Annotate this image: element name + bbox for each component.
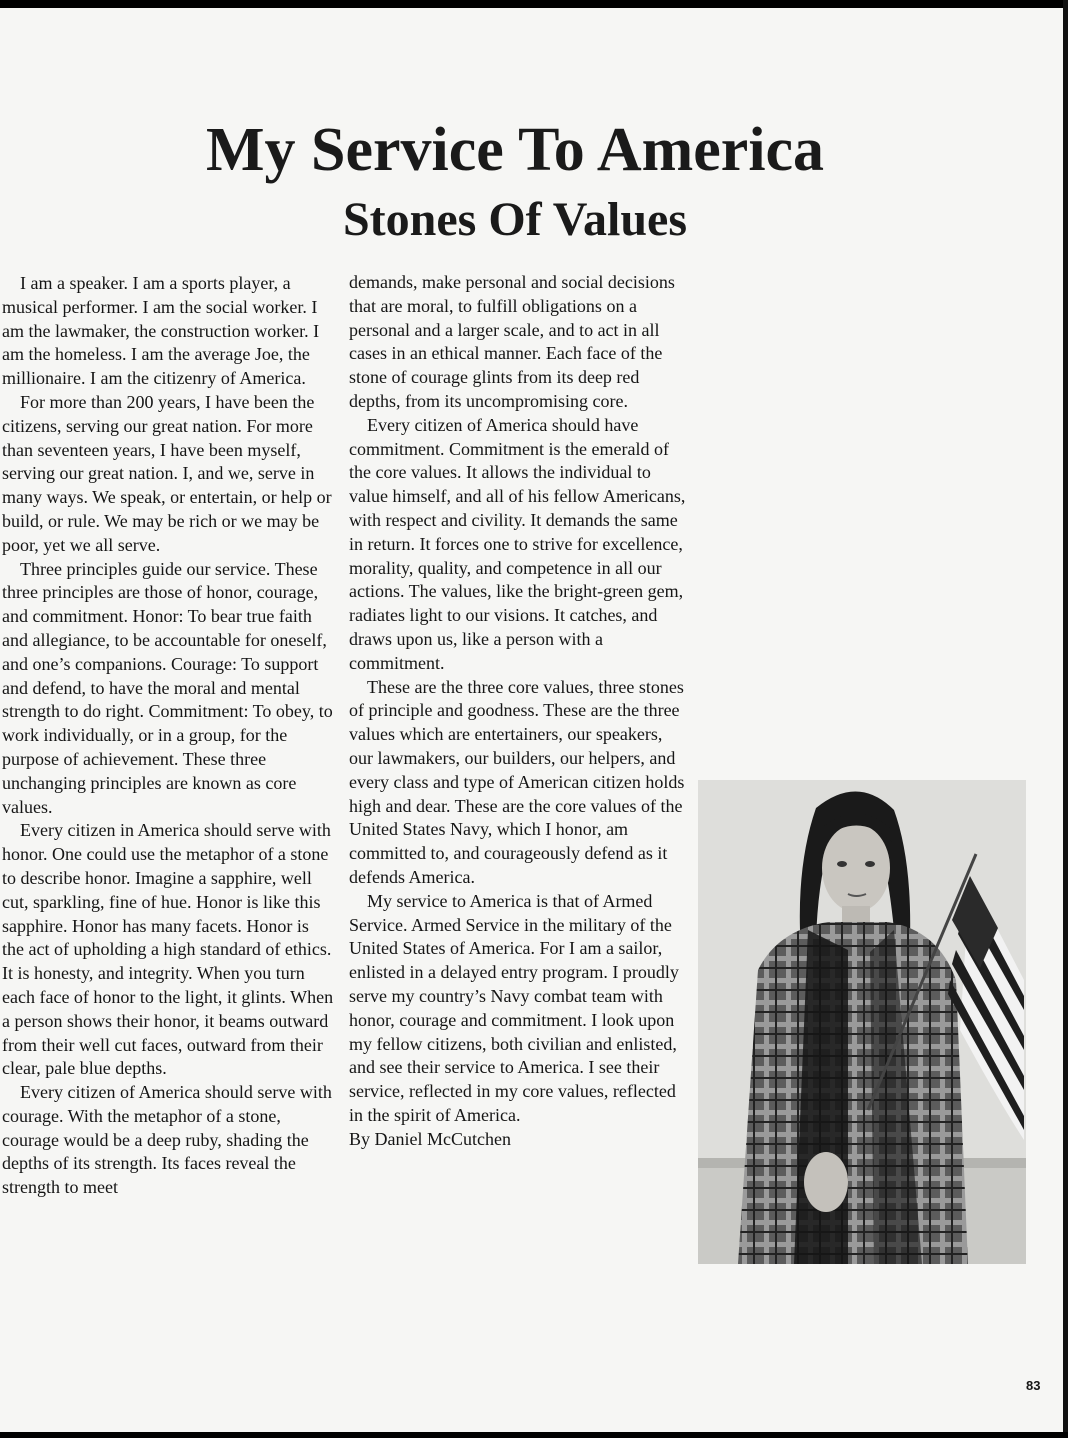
byline: By Daniel McCutchen <box>349 1128 511 1149</box>
paragraph: I am a speaker. I am a sports player, a musical performer. I am the social worker. I am the lawmaker, the construction worker. I am the homeless. I am the average Joe, the millionaire. I am the citizenry of America. <box>2 273 320 389</box>
paragraph: Every citizen of America should have commitment. Commitment is the emerald of the core values. It allows the individual to value himself, and all of his fellow Americans, with respect and civility. It demands the same in return. It forces one to strive for excellence, morality, quality, and competence in all our actions. The values, like the bright-green gem, radiates light to our visions. It catches, and draws upon us, like a person with a commitment. <box>349 414 686 673</box>
article-column-right <box>349 271 689 1151</box>
article-column-left <box>2 272 334 1200</box>
page-subtitle: Stones Of Values <box>342 193 688 246</box>
author-photo <box>698 780 1026 1264</box>
top-border <box>0 0 1068 8</box>
paragraph: demands, make personal and social decisions that are moral, to fulfill obligations on a personal and a larger scale, and to act in all cases in an ethical manner. Each face of the stone of courage glints from its deep red depths, from its uncompromising core. <box>349 272 675 411</box>
right-border <box>1063 0 1068 1438</box>
paragraph: Every citizen of America should serve with courage. With the metaphor of a stone, courage would be a deep ruby, shading the depths of its strength. Its faces reveal the strength to meet <box>2 1082 332 1198</box>
bottom-border <box>0 1432 1068 1438</box>
paragraph: Three principles guide our service. These three principles are those of honor, courage, and commitment. Honor: To bear true faith and allegiance, to be accountable for oneself, and one’s companions. Courage: To support and defend, to have the moral and mental strength to do right. Commitment: To obey, to work individually, or in a group, for the purpose of achievement. These three unchanging principles are known as core values. <box>2 558 333 817</box>
paragraph: These are the three core values, three stones of principle and goodness. These are the three values which are entertainers, our speakers, our lawmakers, our builders, our helpers, and every class and type of American citizen holds high and dear. These are the core values of the United States Navy, which I honor, am committed to, and courageously defend as it defends America. <box>349 676 685 887</box>
page-number: 83 <box>1026 1378 1041 1393</box>
paragraph: For more than 200 years, I have been the citizens, serving our great nation. For more than seventeen years, I have been myself, serving our great nation. I, and we, serve in many ways. We speak, or entertain, or help or build, or rule. We may be rich or we may be poor, yet we all serve. <box>2 391 332 555</box>
page-title: My Service To America <box>205 116 825 184</box>
paragraph: Every citizen in America should serve with honor. One could use the metaphor of a stone to describe honor. Imagine a sapphire, well cut, sparkling, fine of hue. Honor is like this sapphire. Honor has many facets. Honor is the act of upholding a high standard of ethics. It is honesty, and integrity. When you turn each face of honor to the light, it glints. When a person shows their honor, it beams outward from their well cut faces, outward from their clear, pale blue depths. <box>2 820 334 1079</box>
paragraph: My service to America is that of Armed Service. Armed Service in the military of the United States of America. For I am a sailor, enlisted in a delayed entry program. I proudly serve my country’s Navy combat team with honor, courage and commitment. I look upon my fellow citizens, both civilian and enlisted, and see their service to America. I see their service, reflected in my core values, reflected in the spirit of America. <box>349 890 679 1125</box>
